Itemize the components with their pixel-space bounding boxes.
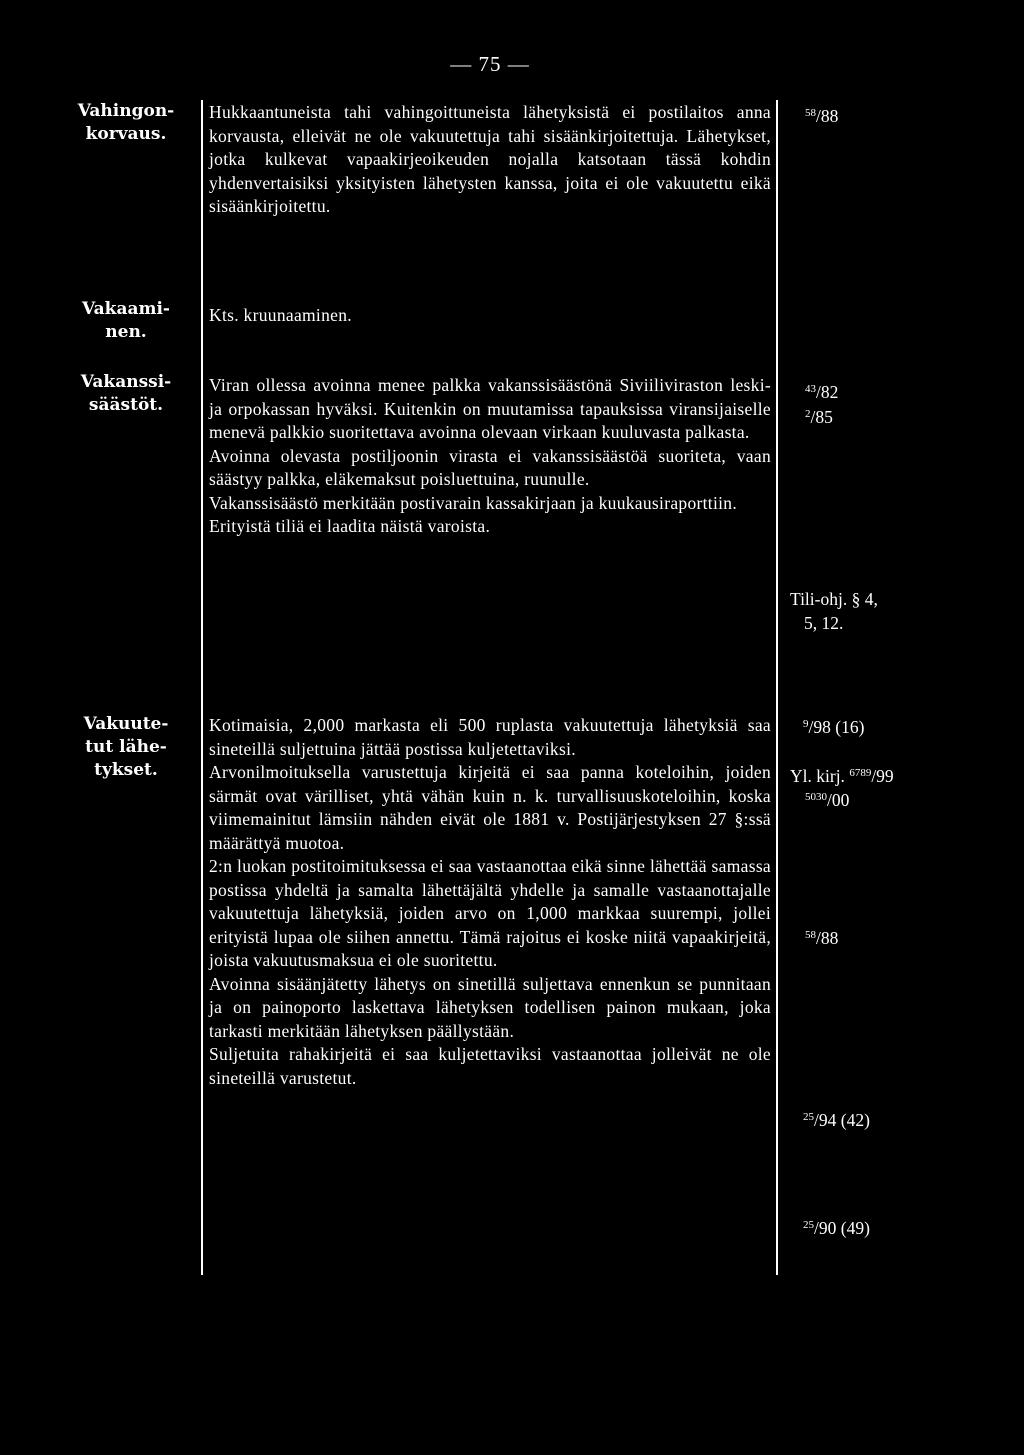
reference: $^9$/98 (16) xyxy=(803,717,865,737)
paragraph: Vakanssisäästö merkitään postivarain kassakirjaan ja kuukausiraporttiin. xyxy=(209,492,737,513)
reference: $^{25}$/90 (49) xyxy=(803,1218,870,1238)
reference: $^{43}$/82 xyxy=(805,382,839,402)
paragraph: Kts. kruunaaminen. xyxy=(209,305,352,325)
paragraph: Avoinna olevasta postiljoonin virasta ei vakanssisäästöä suoriteta, vaan säästyy palkka, eläkemaksut poisluettuina, ruunulle. xyxy=(209,445,771,489)
margin-heading: Vakaami- nen. xyxy=(82,299,170,342)
margin-heading: Vakanssi- säästöt. xyxy=(80,372,172,415)
paragraph: Suljetuita rahakirjeitä ei saa kuljetettaviksi vastaanottaa jolleivät ne ole sineteillä varustetut. xyxy=(209,1044,771,1088)
section-body xyxy=(209,374,771,539)
reference: Yl. kirj. $^{6789}$/99 xyxy=(790,766,894,786)
left-column-rule xyxy=(201,100,203,1275)
paragraph: 2:n luokan postitoimituksessa ei saa vastaanottaa eikä sinne lähettää samassa postissa yhdeltä ja samalta lähettäjältä yhdelle ja samalle vastaanottajalle vakuutettuja lähetyksiä, joiden arvo on 1,000 markkaa suurempi, jollei erityistä lupaa ole siihen annettu. Tämä rajoitus ei koske niitä vapaakirjeitä, joista vakuutusmaksua ei ole suoritettu. xyxy=(209,856,771,970)
section-body xyxy=(209,714,771,1090)
margin-heading: Vakuute- tut lähe- tykset. xyxy=(83,714,169,780)
reference: $^{58}$/88 xyxy=(805,928,839,948)
paragraph: Viran ollessa avoinna menee palkka vakanssisäästönä Siviiliviraston leski- ja orpokassan hyväksi. Kuitenkin on muutamissa tapauksissa viransijaiselle menevä palkkio suoritettava avoinna olevaan virkaan kuuluvasta palkasta. xyxy=(209,375,771,442)
section-body xyxy=(209,101,771,219)
reference: $^{58}$/88 xyxy=(805,106,839,126)
reference: $^{5030}$/00 xyxy=(805,790,850,810)
paragraph: Arvonilmoituksella varustettuja kirjeitä ei saa panna koteloihin, joiden särmät ovat värilliset, yhtä vähän kuin n. k. turvallisuuskoteloihin, koska viimemainitut lämsiin nähden eivät ole 1881 v. Postijärjestyksen 27 §:ssä määrättyä muotoa. xyxy=(209,762,771,853)
paragraph: Hukkaantuneista tahi vahingoittuneista lähetyksistä ei postilaitos anna korvausta, elleivät ne ole vakuutettuja tahi sisäänkirjoitettuja. Lähetykset, jotka kulkevat vapaakirjeoikeuden nojalla katsotaan tässä kohdin yhdenvertaisiksi yksityisten lähetysten kanssa, joita ei ole vakuutettu eikä sisäänkirjoitettu. xyxy=(209,102,771,216)
section-body xyxy=(209,304,771,328)
paragraph: Avoinna sisäänjätetty lähetys on sinetillä suljettava ennenkun se punnitaan ja on painoporto laskettava lähetyksen todellisen painon mukaan, joka tarkasti merkitään lähetyksen päällystään. xyxy=(209,973,771,1041)
reference: Tili-ohj. § 4, xyxy=(790,589,878,609)
paragraph: Erityistä tiliä ei laadita näistä varoista. xyxy=(209,516,491,536)
reference: 5, 12. xyxy=(804,613,844,633)
margin-heading: Vahingon- korvaus. xyxy=(77,101,175,144)
paragraph: Kotimaisia, 2,000 markasta eli 500 ruplasta vakuutettuja lähetyksiä saa sineteillä suljettuina jättää postissa kuljetettaviksi. xyxy=(209,715,771,759)
reference: $^2$/85 xyxy=(805,407,833,427)
reference: $^{25}$/94 (42) xyxy=(803,1110,870,1130)
right-column-rule xyxy=(776,100,778,1275)
